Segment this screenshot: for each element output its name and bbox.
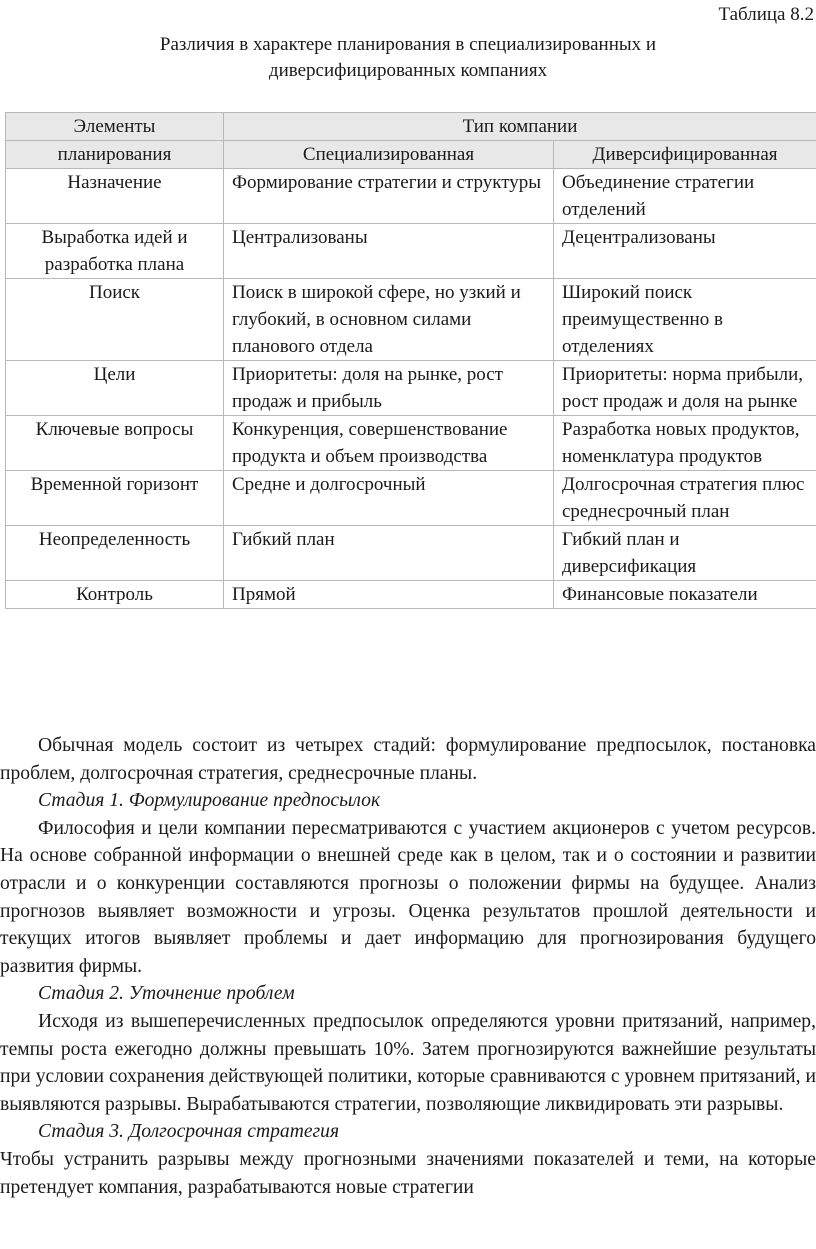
row-specialized-cell: Формирование стратегии и структуры [224,169,554,224]
comparison-table [5,112,816,609]
row-element-cell: Временной горизонт [6,471,224,526]
table-header-row [6,141,816,169]
table-body [6,169,816,609]
header-elements-bottom: планирования [6,141,224,169]
row-element-cell: Ключевые вопросы [6,416,224,471]
row-element-cell: Выработка идей и разработка плана [6,224,224,279]
header-elements-top: Элементы [6,113,224,141]
row-diversified-cell: Финансовые показатели [554,581,816,609]
table-title-line: Различия в характере планирования в специализированных и [159,34,657,55]
stage-heading: Стадия 3. Долгосрочная стратегия [38,1121,340,1143]
row-specialized-cell: Централизованы [224,224,554,279]
paragraph: Обычная модель состоит из четырех стадий: формулирование предпосылок, постановка проблем, долгосрочная стратегия, среднесрочные планы. [0,735,816,784]
row-diversified-cell: Долгосрочная стратегия плюс среднесрочный план [554,471,816,526]
row-specialized-cell: Приоритеты: доля на рынке, рост продаж и прибыль [224,361,554,416]
row-element-cell: Цели [6,361,224,416]
table-row [6,169,816,224]
table-row [6,416,816,471]
header-specialized: Специализированная [224,141,554,169]
row-specialized-cell: Поиск в широкой сфере, но узкий и глубокий, в основном силами планового отдела [224,279,554,361]
row-specialized-cell: Средне и долгосрочный [224,471,554,526]
row-diversified-cell: Децентрализованы [554,224,816,279]
paragraph: Философия и цели компании пересматриваются с участием акционеров с учетом ресурсов. На основе собранной информации о внешней среде как в целом, так и о состоянии и развитии отрасли и о конкуренции составляются прогнозы о положении фирмы на будущее. Анализ прогнозов выявляет возможности и угрозы. Оценка результатов прошлой деятельности и текущих итогов выявляет проблемы и дает информацию для прогнозирования будущего развития фирмы. [0,817,816,977]
body-text [0,732,816,1201]
table-row [6,224,816,279]
header-diversified: Диверсифицированная [554,141,816,169]
row-element-cell: Назначение [6,169,224,224]
table-row [6,361,816,416]
stage-heading: Стадия 2. Уточнение проблем [38,983,295,1005]
row-diversified-cell: Гибкий план и диверсификация [554,526,816,581]
row-element-cell: Поиск [6,279,224,361]
table-row [6,279,816,361]
paragraph: Исходя из вышеперечисленных предпосылок определяются уровни притязаний, например, темпы роста ежегодно должны превышать 10%. Затем прогнозируются важнейшие результаты при условии сохранения действующей политики, которые сравниваются с уровнем притязаний, и выявляются разрывы. Вырабатываются стратегии, позволяющие ликвидировать эти разрывы. [0,1010,816,1115]
table-title [0,32,816,84]
header-company-type: Тип компании [224,113,816,141]
row-diversified-cell: Широкий поиск преимущественно в отделениях [554,279,816,361]
row-diversified-cell: Разработка новых продуктов, номенклатура продуктов [554,416,816,471]
table-row [6,581,816,609]
table-row [6,471,816,526]
table-row [6,526,816,581]
table-title-line: диверсифицированных компаниях [268,60,548,81]
row-diversified-cell: Объединение стратегии отделений [554,169,816,224]
row-specialized-cell: Прямой [224,581,554,609]
paragraph: Чтобы устранить разрывы между прогнозными значениями показателей и теми, на которые претендует компания, разрабатываются новые стратегии [0,1148,816,1198]
row-specialized-cell: Гибкий план [224,526,554,581]
row-specialized-cell: Конкуренция, совершенствование продукта и объем производства [224,416,554,471]
table-number: Таблица 8.2 [718,4,814,25]
row-element-cell: Контроль [6,581,224,609]
row-element-cell: Неопределенность [6,526,224,581]
table-header-row [6,113,816,141]
row-diversified-cell: Приоритеты: норма прибыли, рост продаж и доля на рынке [554,361,816,416]
stage-heading: Стадия 1. Формулирование предпосылок [38,790,381,812]
